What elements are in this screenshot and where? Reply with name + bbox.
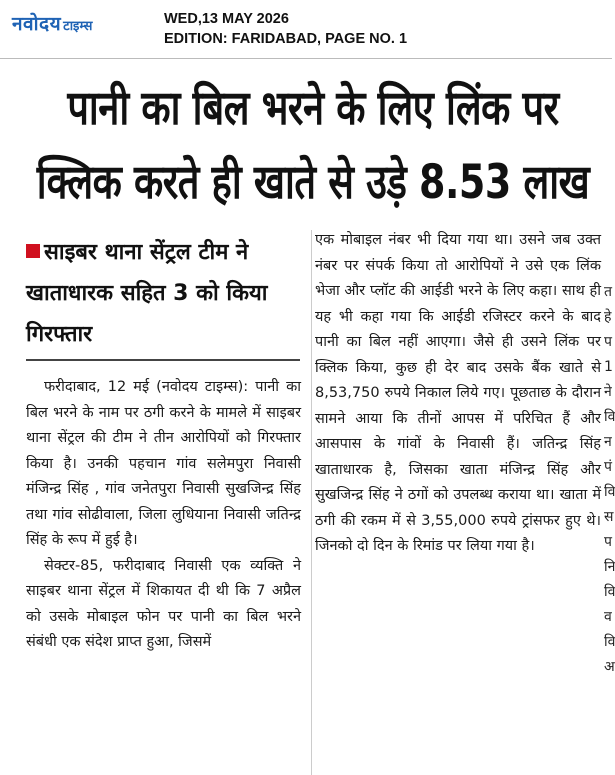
newspaper-logo xyxy=(12,10,92,36)
fragment-13: व xyxy=(604,609,612,625)
fragment-9: स xyxy=(604,509,614,525)
fragment-11: नि xyxy=(604,559,615,575)
edition-line: EDITION: FARIDABAD, PAGE NO. 1 xyxy=(164,31,408,47)
column-divider xyxy=(311,230,312,775)
logo-main: नवोदय xyxy=(12,13,62,35)
column-2-body xyxy=(315,228,601,560)
subheadline-divider xyxy=(26,359,300,361)
logo-sub: टाइम्स xyxy=(63,19,93,34)
fragment-6: न xyxy=(604,434,612,450)
fragment-5: वि xyxy=(604,409,615,425)
fragment-10: प xyxy=(604,534,612,550)
fragment-12: वि xyxy=(604,584,615,600)
subheadline-text: साइबर थाना सेंट्रल टीम ने खाताधारक सहित 3 को किया गिरफ्तार xyxy=(26,240,268,347)
column-2 xyxy=(315,228,601,560)
column-1-body xyxy=(26,375,301,656)
paragraph-1: फरीदाबाद, 12 मई (नवोदय टाइम्स): पानी का बिल भरने के नाम पर ठगी करने के मामले में साइबर थाना सेंट्रल की टीम ने तीन आरोपियों को गिरफ्तार किया है। उनकी पहचान गांव सलेमपुरा निवासी मंजिन्द्र सिंह , गांव जनेतपुरा निवासी सुखजिन्द्र सिंह तथा गांव सोढीवाला, जिला लुधियाना निवासी जतिन्द्र सिंह के रूप में हुई है। xyxy=(26,379,301,548)
fragment-14: वि xyxy=(604,634,615,650)
fragment-2: प xyxy=(604,334,612,350)
fragment-3: 1 xyxy=(604,359,613,375)
fragment-0: त xyxy=(604,284,612,300)
adjacent-column-fragment xyxy=(604,280,615,680)
paragraph-3: एक मोबाइल नंबर भी दिया गया था। उसने जब उक्त नंबर पर संपर्क किया तो आरोपियों ने उसे एक लिंक भेजा और प्लॉट की आईडी भरने के लिए कहा। साथ ही यह भी कहा गया कि आईडी रजिस्टर करने के बाद पानी का बिल नहीं आएगा। जैसे ही उसने लिंक पर क्लिक किया, कुछ ही देर बाद उसके बैंक खाते से 8,53,750 रुपये निकाल लिये गए। पूछताछ के दौरान सामने आया कि तीनों आपस में परिचित हैं और आसपास के गांवों के निवासी हैं। जतिन्द्र सिंह खाताधारक है, जिसका खाता मंजिन्द्र सिंह और सुखजिन्द्र सिंह ने ठगों को उपलब्ध कराया था। खाता में ठगी की रकम में से 3,55,000 रुपये ट्रांसफर हुए थे। जिनको दो दिन के रिमांड पर लिया गया है। xyxy=(315,232,601,554)
fragment-8: वि xyxy=(604,484,615,500)
subheadline xyxy=(26,232,296,355)
paragraph-2: सेक्टर-85, फरीदाबाद निवासी एक व्यक्ति ने साइबर थाना सेंट्रल में शिकायत दी थी कि 7 अप्रैल को उसके मोबाइल फोन पर पानी का बिल भरने संबंधी एक संदेश प्राप्त हुआ, जिसमें xyxy=(26,557,301,650)
red-square-bullet-icon xyxy=(26,244,40,258)
headline-line-1: पानी का बिल भरने के लिए लिंक पर xyxy=(67,80,559,136)
fragment-4: ने xyxy=(604,384,612,400)
edition-info xyxy=(164,9,407,49)
header-divider xyxy=(0,58,612,59)
newspaper-header xyxy=(0,0,612,54)
fragment-15: अ xyxy=(604,659,615,675)
column-1 xyxy=(14,232,306,775)
article-clipping xyxy=(14,60,615,775)
headline-line-2: क्लिक करते ही खाते से उड़े 8.53 लाख xyxy=(36,154,590,210)
fragment-7: पं xyxy=(604,459,612,475)
fragment-1: हे xyxy=(604,309,612,325)
date-line: WED,13 MAY 2026 xyxy=(164,11,289,27)
